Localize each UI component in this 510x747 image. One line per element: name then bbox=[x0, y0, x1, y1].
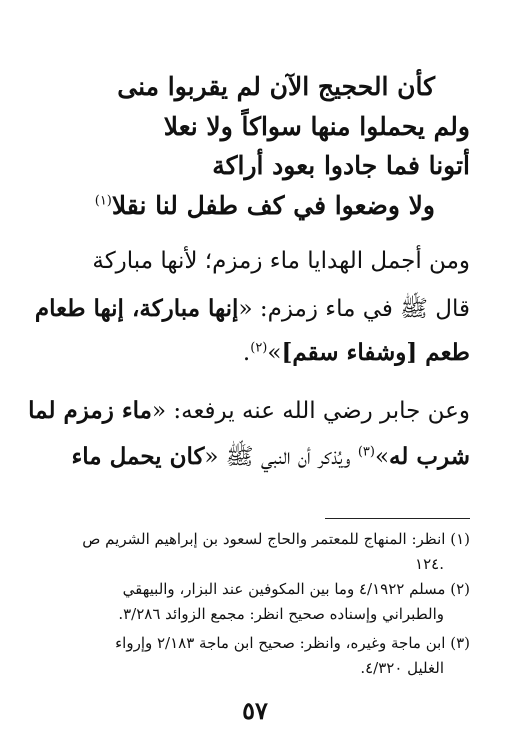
page-number: ٥٧ bbox=[242, 696, 268, 725]
poem-line-4 bbox=[95, 191, 435, 220]
poem-line-2: ولم يحملوا منها سواكاً ولا نعلا bbox=[163, 112, 470, 141]
para2-line-2-plain: ويُذكر أن النبي ﷺ « bbox=[204, 444, 358, 470]
hadith-quote-2-end: شرب له bbox=[389, 443, 470, 470]
para1-line-2 bbox=[35, 294, 470, 328]
hadith-quote-1-end: طعم [وشفاء سقم] bbox=[281, 339, 470, 366]
quote-close-2: » bbox=[374, 444, 390, 470]
para1-line-1: ومن أجمل الهدايا ماء زمزم؛ لأنها مباركة bbox=[92, 248, 470, 274]
footnote-ref-3: (٣) bbox=[357, 444, 375, 460]
para1-end-dot: . bbox=[242, 340, 251, 366]
footnote-divider bbox=[325, 518, 470, 519]
footnote-3-line-1: (٣) ابن ماجة وغيره، وانظر: صحيح ابن ماجة ٢/١٨٣ وإرواء bbox=[115, 634, 470, 652]
para2-line-1-plain: وعن جابر رضي الله عنه يرفعه: « bbox=[151, 398, 470, 424]
para1-line-2-plain: قال ﷺ في ماء زمزم: « bbox=[238, 296, 470, 322]
footnote-2-line-1: (٢) مسلم ٤/١٩٢٢ وما بين المكوفين عند البزار، والبيهقي bbox=[122, 580, 470, 598]
poem-line-4-text: ولا وضعوا في كف طفل لنا نقلا bbox=[111, 191, 435, 220]
poem-line-1: كأن الحجيج الآن لم يقربوا منى bbox=[117, 72, 435, 101]
footnote-ref-2: (٢) bbox=[250, 340, 268, 356]
footnote-1-line-2: ١٢٤. bbox=[415, 555, 444, 573]
quote-close-1: » bbox=[267, 340, 282, 366]
para2-line-1 bbox=[28, 397, 470, 424]
footnote-3-line-2: الغليل ٤/٣٢٠. bbox=[360, 659, 444, 677]
hadith-quote-2: ماء زمزم لما bbox=[28, 397, 152, 424]
hadith-quote-1: إنها مباركة، إنها طعام bbox=[34, 295, 239, 322]
footnote-2-line-2: والطبراني وإسناده صحيح انظر: مجمع الزوائد ٣/٢٨٦. bbox=[118, 605, 444, 623]
hadith-quote-3: كان يحمل ماء bbox=[71, 443, 205, 470]
poem-line-3: أتونا فما جادوا بعود أراكة bbox=[212, 151, 470, 180]
footnote-ref-1: (١) bbox=[94, 193, 112, 209]
para2-line-2 bbox=[71, 442, 470, 476]
footnote-1-line-1: (١) انظر: المنهاج للمعتمر والحاج لسعود بن إبراهيم الشريم ص bbox=[82, 530, 470, 548]
para1-line-3 bbox=[243, 339, 470, 366]
